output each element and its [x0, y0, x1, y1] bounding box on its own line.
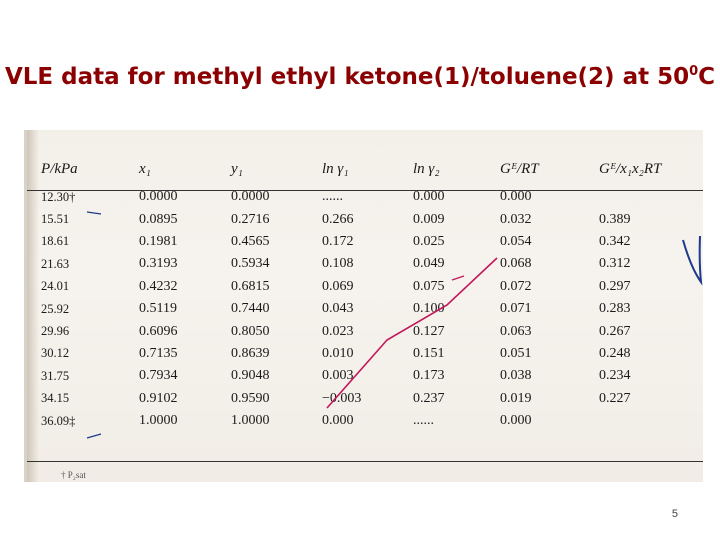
table-cell: 0.7135	[139, 345, 178, 361]
table-cell: 0.297	[599, 278, 631, 294]
table-cell: 0.051	[500, 345, 532, 361]
table-cell: 0.075	[413, 278, 445, 294]
table-cell: 0.054	[500, 233, 532, 249]
pink-annotation-line	[327, 258, 497, 408]
table-cell: 0.227	[599, 390, 631, 406]
table-cell: 0.4565	[231, 233, 270, 249]
table-cell: 0.0895	[139, 211, 178, 227]
table-cell: 0.266	[322, 211, 354, 227]
table-cell: 0.025	[413, 233, 445, 249]
table-cell: 0.1981	[139, 233, 178, 249]
table-cell: 0.0000	[231, 189, 270, 205]
table-cell: 0.283	[599, 301, 631, 317]
handwritten-annotations	[27, 130, 703, 482]
table-cell: 0.023	[322, 323, 354, 339]
table-cell: 0.000	[413, 189, 445, 205]
table-cell: 0.172	[322, 233, 354, 249]
table-cell: 0.248	[599, 345, 631, 361]
table-cell: 0.8639	[231, 345, 270, 361]
table-cell: 30.12	[41, 346, 70, 361]
column-header-6: Gᴱ/x₁x₂RT	[599, 160, 662, 177]
table-cell: ......	[413, 413, 434, 429]
table-cell: 0.389	[599, 211, 631, 227]
table-cell: 0.234	[599, 368, 631, 384]
table-footnote: † P₂sat	[61, 470, 86, 480]
table-cell: 0.000	[500, 189, 532, 205]
table-cell: 1.0000	[139, 413, 178, 429]
table-cell: 0.3193	[139, 256, 178, 272]
table-cell: 0.068	[500, 256, 532, 272]
table-cell: 0.072	[500, 278, 532, 294]
table-cell: 0.019	[500, 390, 532, 406]
table-cell: 0.2716	[231, 211, 270, 227]
pen-bracket-top	[87, 212, 101, 214]
table-cell: 0.000	[500, 413, 532, 429]
table-cell: 0.342	[599, 233, 631, 249]
table-cell: 0.9102	[139, 390, 178, 406]
column-header-2: y₁	[231, 160, 243, 177]
table-cell: 0.038	[500, 368, 532, 384]
table-cell: 21.63	[41, 256, 70, 271]
table-cell: 0.5119	[139, 301, 177, 317]
table-cell: ......	[322, 189, 343, 205]
title-unit: C	[698, 64, 716, 90]
table-cell: 29.96	[41, 324, 70, 339]
table-cell: 0.000	[322, 413, 354, 429]
pink-arrow-tick	[452, 276, 464, 280]
title-superscript: 0	[689, 64, 699, 79]
pen-check-mark	[683, 236, 701, 282]
table-cell: 0.069	[322, 278, 354, 294]
table-cell: 0.237	[413, 390, 445, 406]
table-cell: 12.30†	[41, 189, 76, 204]
table-cell: 0.4232	[139, 278, 178, 294]
table-cell: 31.75	[41, 368, 70, 383]
table-cell: 0.0000	[139, 189, 178, 205]
table-cell: 0.032	[500, 211, 532, 227]
table-cell: 0.043	[322, 301, 354, 317]
table-cell: 0.267	[599, 323, 631, 339]
table-cell: 0.312	[599, 256, 631, 272]
table-cell: 0.049	[413, 256, 445, 272]
column-header-5: Gᴱ/RT	[500, 160, 539, 177]
table-cell: 0.009	[413, 211, 445, 227]
table-cell: 0.063	[500, 323, 532, 339]
column-header-3: ln γ₁	[322, 160, 349, 177]
table-photo	[24, 130, 703, 482]
table-cell: 36.09‡	[41, 413, 76, 428]
table-cell: 0.6815	[231, 278, 270, 294]
table-cell: 0.100	[413, 301, 445, 317]
table-cell: 0.5934	[231, 256, 270, 272]
table-cell: 0.9048	[231, 368, 270, 384]
table-cell: 0.9590	[231, 390, 270, 406]
table-cell: 0.6096	[139, 323, 178, 339]
table-cell: 0.8050	[231, 323, 270, 339]
table-cell: 1.0000	[231, 413, 270, 429]
table-cell: 15.51	[41, 212, 70, 227]
table-cell: 0.173	[413, 368, 445, 384]
title-main: VLE data for methyl ethyl ketone(1)/toluene(2) at 50	[4, 64, 690, 90]
table-cell: 34.15	[41, 391, 70, 406]
column-header-0: P/kPa	[41, 160, 78, 177]
table-cell: 18.61	[41, 234, 70, 249]
page-number: 5	[671, 508, 678, 520]
table-cell: −0.003	[322, 390, 362, 406]
slide-title	[0, 64, 720, 90]
pen-bracket-bottom	[87, 434, 101, 438]
table-cell: 0.071	[500, 301, 532, 317]
column-header-4: ln γ₂	[413, 160, 440, 177]
column-header-1: x₁	[139, 160, 151, 177]
table-cell: 0.003	[322, 368, 354, 384]
table-cell: 0.7440	[231, 301, 270, 317]
table-cell: 25.92	[41, 301, 70, 316]
table-cell: 0.7934	[139, 368, 178, 384]
table-cell: 0.127	[413, 323, 445, 339]
table-cell: 0.151	[413, 345, 445, 361]
table-cell: 0.010	[322, 345, 354, 361]
table-cell: 24.01	[41, 279, 70, 294]
table-cell: 0.108	[322, 256, 354, 272]
